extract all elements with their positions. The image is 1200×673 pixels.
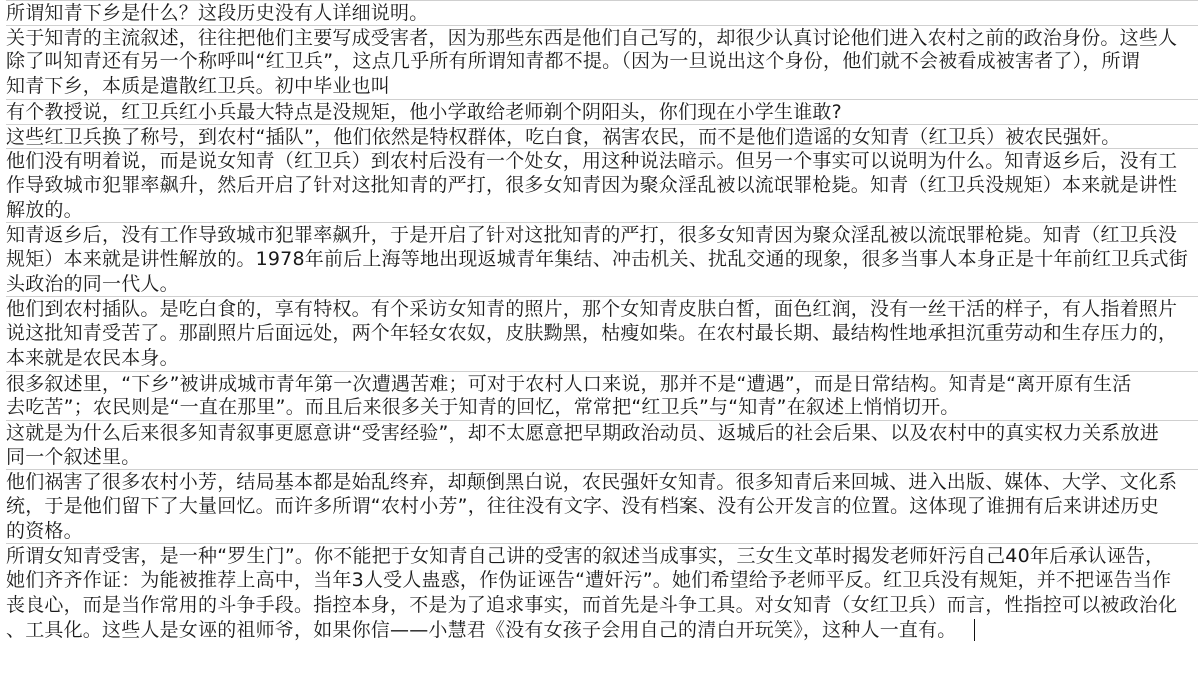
paragraph-line: 本来就是农民本身。 bbox=[6, 346, 179, 369]
paragraph-line: 同一个叙述里。 bbox=[6, 445, 141, 468]
paragraph-line-start: 他们到农村插队。是吃白食的，享有特权。有个采访女知青的照片，那个女知青皮肤白皙，面色红润，没有一丝干活的样子，有人指着照片 bbox=[6, 296, 1198, 321]
paragraph-line-start: 这些红卫兵换了称号，到农村“插队”，他们依然是特权群体，吃白食，祸害农民，而不是他们造谣的女知青（红卫兵）被农民强奸。 bbox=[6, 124, 1198, 149]
paragraph-line-start: 这就是为什么后来很多知青叙事更愿意讲“受害经验”，却不太愿意把早期政治动员、返城后的社会后果、以及农村中的真实权力关系放进 bbox=[6, 420, 1198, 445]
paragraph-line: 说这批知青受苦了。那副照片后面远处，两个年轻女农奴，皮肤黝黑，枯瘦如柴。在农村最长期、最结构性地承担沉重劳动和生存压力的， bbox=[6, 322, 1178, 345]
paragraph-line-start: 知青返乡后，没有工作导致城市犯罪率飙升，于是开启了针对这批知青的严打，很多女知青因为聚众淫乱被以流氓罪枪毙。知青（红卫兵没 bbox=[6, 222, 1198, 247]
paragraph-line-start: 他们没有明着说，而是说女知青（红卫兵）到农村后没有一个处女，用这种说法暗示。但另一个事实可以说明为什么。知青返乡后，没有工 bbox=[6, 148, 1198, 173]
paragraph-line: 解放的。 bbox=[6, 198, 83, 221]
paragraph-line: 的资格。 bbox=[6, 519, 83, 542]
paragraph-line: 除了叫知青还有另一个称呼叫“红卫兵”，这点几乎所有所谓知青都不提。（因为一旦说出这个身份，他们就不会被看成被害者了），所谓 bbox=[6, 50, 1140, 73]
paragraph-line-start: 所谓女知青受害，是一种“罗生门”。你不能把于女知青自己讲的受害的叙述当成事实，三女生文革时揭发老师奸污自己40年后承认诬告， bbox=[6, 543, 1198, 568]
paragraph-line-start: 很多叙述里，“下乡”被讲成城市青年第一次遭遇苦难；可对于农村人口来说，那并不是“遭遇”，而是日常结构。知青是“离开原有生活 bbox=[6, 371, 1198, 396]
paragraph-line: 、工具化。这些人是女诬的祖师爷，如果你信——小慧君《没有女孩子会用自己的清白开玩笑》，这种人一直有。 bbox=[6, 618, 957, 641]
paragraph-line: 去吃苦”；农民则是“一直在那里”。而且后来很多关于知青的回忆，常常把“红卫兵”与“知青”在叙述上悄悄切开。 bbox=[6, 396, 960, 419]
paragraph-line: 规矩）本来就是讲性解放的。1978年前后上海等地出现返城青年集结、冲击机关、扰乱交通的现象，很多当事人本身正是十年前红卫兵式街 bbox=[6, 248, 1188, 270]
paragraph-line: 作导致城市犯罪率飙升，然后开启了针对这批知青的严打，很多女知青因为聚众淫乱被以流氓罪枪毙。知青（红卫兵没规矩）本来就是讲性 bbox=[6, 173, 1178, 196]
paragraph-line-start: 关于知青的主流叙述，往往把他们主要写成受害者，因为那些东西是他们自己写的，却很少认真讨论他们进入农村之前的政治身份。这些人 bbox=[6, 25, 1198, 50]
paragraph-line: 她们齐齐作证：为能被推荐上高中，当年3人受人蛊惑，作伪证诬告“遭奸污”。她们希望给予老师平反。红卫兵没有规矩，并不把诬告当作 bbox=[6, 569, 1172, 592]
paragraph-line-start: 所谓知青下乡是什么？这段历史没有人详细说明。 bbox=[6, 0, 1198, 25]
paragraph-line-start: 有个教授说，红卫兵红小兵最大特点是没规矩，他小学敢给老师剃个阴阳头，你们现在小学生谁敢? bbox=[6, 99, 1198, 124]
paragraph-line: 统，于是他们留下了大量回忆。而许多所谓“农村小芳”，往往没有文字、没有档案、没有公开发言的位置。这体现了谁拥有后来讲述历史 bbox=[6, 495, 1159, 517]
text-caret bbox=[974, 619, 975, 641]
paragraph-line: 知青下乡，本质是遣散红卫兵。初中毕业也叫 bbox=[6, 75, 391, 98]
paragraph-line: 头政治的同一代人。 bbox=[6, 272, 179, 295]
paragraph-line: 丧良心，而是当作常用的斗争手段。指控本身，不是为了追求事实，而首先是斗争工具。对女知青（女红卫兵）而言，性指控可以被政治化 bbox=[6, 593, 1178, 616]
paragraph-line-start: 他们祸害了很多农村小芳，结局基本都是始乱终弃，却颠倒黑白说，农民强奸女知青。很多知青后来回城、进入出版、媒体、大学、文化系 bbox=[6, 469, 1198, 494]
